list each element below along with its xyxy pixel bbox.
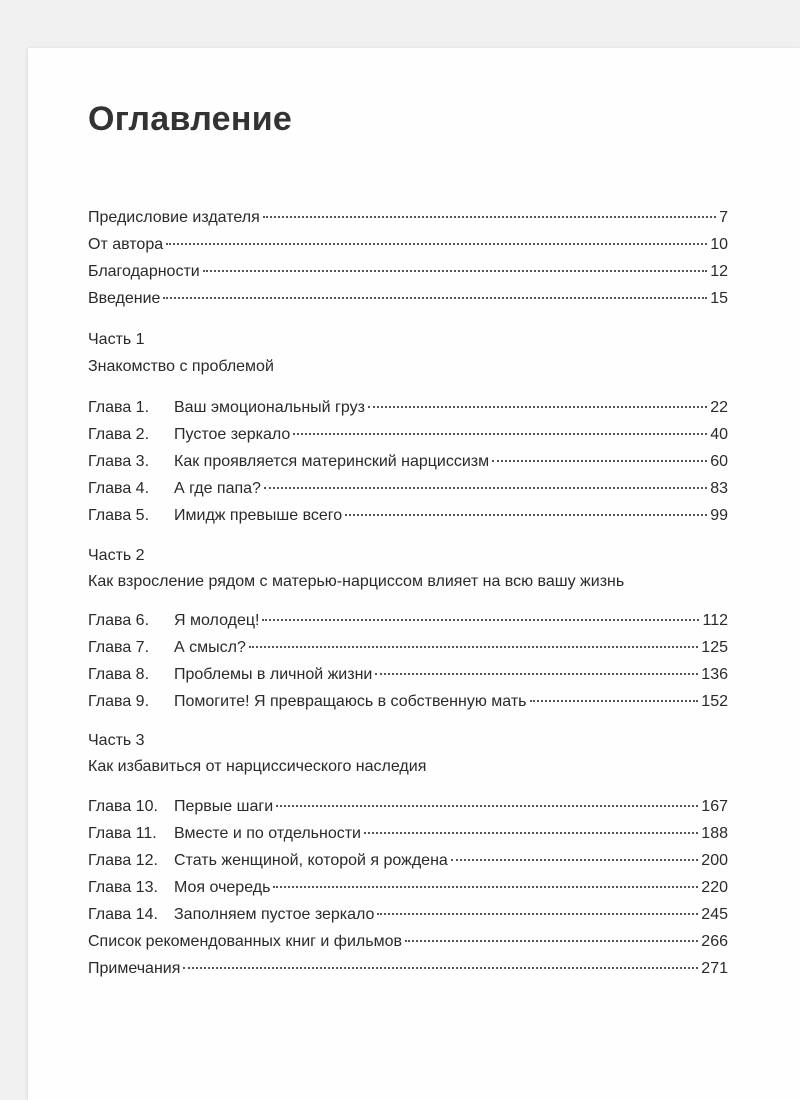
entry-page: 266 xyxy=(701,933,728,950)
dot-leader xyxy=(163,297,707,299)
chapter-page: 112 xyxy=(702,612,728,629)
dot-leader xyxy=(405,940,698,942)
entry-title: Список рекомендованных книг и фильмов xyxy=(88,933,402,950)
chapter-page: 188 xyxy=(701,825,728,842)
chapter-title: А смысл? xyxy=(174,639,246,656)
chapter-title: Заполняем пустое зеркало xyxy=(174,906,375,923)
toc-entry xyxy=(88,262,728,282)
chapter-page: 22 xyxy=(710,399,728,416)
entry-title: Предисловие издателя xyxy=(88,209,260,226)
toc-chapter xyxy=(88,905,728,925)
dot-leader xyxy=(249,646,698,648)
chapter-number: Глава 1. xyxy=(88,399,150,416)
toc-chapter xyxy=(88,506,728,526)
chapter-title: Первые шаги xyxy=(174,798,274,815)
chapter-title: Вместе и по отдельности xyxy=(174,825,361,842)
toc-entry xyxy=(88,289,728,309)
part-label: Часть 1 xyxy=(88,331,145,348)
dot-leader xyxy=(377,913,698,915)
chapter-number: Глава 10. xyxy=(88,798,158,815)
dot-leader xyxy=(345,514,707,516)
entry-page: 10 xyxy=(710,236,728,253)
part-name: Как избавиться от нарциссического наследия xyxy=(88,758,427,775)
entry-title: Введение xyxy=(88,290,161,307)
toc-chapter xyxy=(88,479,728,499)
chapter-page: 136 xyxy=(701,666,728,683)
chapter-page: 152 xyxy=(701,693,728,710)
toc-chapter xyxy=(88,878,728,898)
chapter-page: 200 xyxy=(701,852,728,869)
chapter-number: Глава 2. xyxy=(88,426,150,443)
entry-page: 15 xyxy=(710,290,728,307)
chapter-title: Имидж превыше всего xyxy=(174,507,343,524)
chapter-number: Глава 3. xyxy=(88,453,150,470)
dot-leader xyxy=(293,433,707,435)
entry-title: Благодарности xyxy=(88,263,200,280)
chapter-page: 220 xyxy=(701,879,728,896)
dot-leader xyxy=(276,805,698,807)
chapter-title: Проблемы в личной жизни xyxy=(174,666,373,683)
dot-leader xyxy=(530,700,699,702)
chapter-page: 83 xyxy=(710,480,728,497)
dot-leader xyxy=(451,859,698,861)
dot-leader xyxy=(263,216,716,218)
chapter-number: Глава 9. xyxy=(88,693,150,710)
chapter-page: 167 xyxy=(701,798,728,815)
dot-leader xyxy=(264,487,707,489)
toc-chapter xyxy=(88,851,728,871)
dot-leader xyxy=(375,673,698,675)
chapter-title: Ваш эмоциональный груз xyxy=(174,399,365,416)
page-title: Оглавление xyxy=(88,100,293,138)
entry-page: 7 xyxy=(719,209,728,226)
toc-entry xyxy=(88,208,728,228)
chapter-number: Глава 14. xyxy=(88,906,158,923)
chapter-title: А где папа? xyxy=(174,480,261,497)
dot-leader xyxy=(203,270,707,272)
toc-entry xyxy=(88,959,728,979)
toc-chapter xyxy=(88,398,728,418)
chapter-title: Пустое зеркало xyxy=(174,426,291,443)
toc-chapter xyxy=(88,638,728,658)
dot-leader xyxy=(166,243,707,245)
entry-title: Примечания xyxy=(88,960,181,977)
toc-chapter xyxy=(88,824,728,844)
part-label: Часть 3 xyxy=(88,732,145,749)
chapter-page: 245 xyxy=(701,906,728,923)
chapter-page: 60 xyxy=(710,453,728,470)
chapter-title: Как проявляется материнский нарциссизм xyxy=(174,453,490,470)
toc-entry xyxy=(88,235,728,255)
toc-chapter xyxy=(88,665,728,685)
chapter-number: Глава 5. xyxy=(88,507,150,524)
entry-page: 271 xyxy=(701,960,728,977)
chapter-number: Глава 13. xyxy=(88,879,158,896)
chapter-number: Глава 8. xyxy=(88,666,150,683)
chapter-title: Стать женщиной, которой я рождена xyxy=(174,852,448,869)
entry-title: От автора xyxy=(88,236,164,253)
dot-leader xyxy=(262,619,699,621)
chapter-page: 40 xyxy=(710,426,728,443)
toc-entry xyxy=(88,932,728,952)
chapter-page: 99 xyxy=(710,507,728,524)
chapter-number: Глава 11. xyxy=(88,825,157,842)
entry-page: 12 xyxy=(710,263,728,280)
part-name: Знакомство с проблемой xyxy=(88,358,274,375)
chapter-page: 125 xyxy=(701,639,728,656)
toc-chapter xyxy=(88,692,728,712)
dot-leader xyxy=(492,460,707,462)
chapter-number: Глава 4. xyxy=(88,480,150,497)
chapter-title: Помогите! Я превращаюсь в собственную мать xyxy=(174,693,527,710)
chapter-number: Глава 7. xyxy=(88,639,150,656)
toc-chapter xyxy=(88,797,728,817)
chapter-title: Я молодец! xyxy=(174,612,260,629)
dot-leader xyxy=(273,886,698,888)
chapter-title: Моя очередь xyxy=(174,879,271,896)
chapter-number: Глава 12. xyxy=(88,852,158,869)
toc-chapter xyxy=(88,452,728,472)
dot-leader xyxy=(364,832,698,834)
toc-chapter xyxy=(88,425,728,445)
dot-leader xyxy=(368,406,707,408)
dot-leader xyxy=(183,967,698,969)
chapter-number: Глава 6. xyxy=(88,612,150,629)
toc-chapter xyxy=(88,611,728,631)
part-label: Часть 2 xyxy=(88,547,145,564)
part-name: Как взросление рядом с матерью-нарциссом влияет на всю вашу жизнь xyxy=(88,573,625,590)
